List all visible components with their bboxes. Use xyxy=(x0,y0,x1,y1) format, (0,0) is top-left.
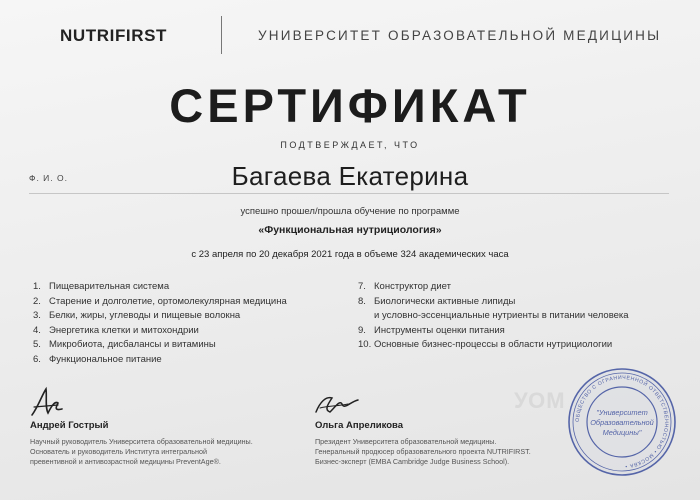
uom-watermark: УОМ xyxy=(514,388,566,413)
signatory-right-name: Ольга Апреликова xyxy=(315,420,404,431)
fio-label: Ф. И. О. xyxy=(29,173,68,183)
item-number: 7. xyxy=(358,281,366,292)
item-text: Основные бизнес-процессы в области нутрициологии xyxy=(374,339,613,350)
university-stamp-seal xyxy=(566,366,678,478)
item-text: Биологически активные липиды xyxy=(374,295,516,307)
recipient-name: Багаева Екатерина xyxy=(231,161,469,191)
name-underline xyxy=(29,193,669,194)
item-number: 9. xyxy=(358,324,366,336)
item-text: Белки, жиры, углеводы и пищевые волокна xyxy=(49,310,241,321)
item-text: Пищеварительная система xyxy=(49,281,170,292)
item-number: 3. xyxy=(33,310,41,321)
item-text: Функциональное питание xyxy=(49,353,162,365)
signatory-right-desc-line: Президент Университета образовательной медицины. xyxy=(315,437,497,446)
signatory-left-description xyxy=(30,437,270,467)
stamp-inner-line: "Университет xyxy=(596,408,648,417)
header-divider xyxy=(221,16,222,54)
signatory-right-description xyxy=(315,437,565,467)
stamp-inner-line: Образовательной xyxy=(590,418,654,427)
signatory-left-desc-line: Научный руководитель Университета образовательной медицины. xyxy=(30,437,253,446)
item-text: Старение и долголетие, ортомолекулярная медицина xyxy=(49,295,287,307)
signatory-right xyxy=(315,420,565,467)
list-item xyxy=(33,309,333,324)
signature-left-mark xyxy=(28,385,70,419)
item-text: Микробиота, дисбалансы и витамины xyxy=(49,339,216,350)
list-item xyxy=(358,295,678,310)
signatory-left-desc-line: Основатель и руководитель Института интегральной xyxy=(30,447,208,456)
signature-right-mark xyxy=(312,392,362,418)
item-number: 4. xyxy=(33,324,41,336)
modules-list-left xyxy=(33,280,333,367)
list-item xyxy=(358,280,678,295)
list-item xyxy=(33,324,333,339)
item-number: 8. xyxy=(358,295,366,307)
item-number-spacer xyxy=(358,309,374,324)
list-item xyxy=(358,324,678,339)
nutrifirst-logo: NUTRIFIRST xyxy=(60,26,168,45)
university-name: УНИВЕРСИТЕТ ОБРАЗОВАТЕЛЬНОЙ МЕДИЦИНЫ xyxy=(258,28,662,43)
item-text: и условно-эссенциальные нутриенты в питании человека xyxy=(374,310,629,321)
list-item xyxy=(33,280,333,295)
item-text: Инструменты оценки питания xyxy=(374,324,505,336)
list-item xyxy=(33,338,333,353)
list-item-continuation xyxy=(358,309,678,324)
modules-list-right xyxy=(358,280,678,353)
signatory-left-desc-line: превентивной и антивозрастной медицины PreventAge®. xyxy=(30,457,221,466)
certificate-title: СЕРТИФИКАТ xyxy=(169,79,531,132)
signatory-left-name: Андрей Гострый xyxy=(30,420,109,431)
list-item xyxy=(33,353,333,368)
item-number: 10. xyxy=(358,339,372,350)
stamp-ring-textpath: ОБЩЕСТВО С ОГРАНИЧЕННОЙ ОТВЕТСТВЕННОСТЬЮ • МОСКВА • xyxy=(574,374,670,469)
item-text: Энергетика клетки и митохондрии xyxy=(49,324,199,336)
signatory-left xyxy=(30,420,270,467)
program-title: «Функциональная нутрициология» xyxy=(258,224,442,236)
signatory-right-desc-line: Генеральный продюсер образовательного проекта NUTRIFIRST. xyxy=(315,447,531,456)
study-period: с 23 апреля по 20 декабря 2021 года в объеме 324 академических часа xyxy=(191,249,509,260)
signatory-right-desc-line: Бизнес-эксперт (EMBA Cambridge Judge Business School). xyxy=(315,457,510,466)
completed-text: успешно прошел/прошла обучение по программе xyxy=(240,206,460,217)
list-item xyxy=(33,295,333,310)
item-number: 6. xyxy=(33,353,41,365)
stamp-inner-line: Медицины" xyxy=(602,428,642,437)
item-number: 5. xyxy=(33,339,41,350)
item-text: Конструктор диет xyxy=(374,281,451,292)
item-number: 1. xyxy=(33,281,41,292)
confirms-text: ПОДТВЕРЖДАЕТ, ЧТО xyxy=(280,140,420,150)
list-item xyxy=(358,338,678,353)
item-number: 2. xyxy=(33,295,41,307)
